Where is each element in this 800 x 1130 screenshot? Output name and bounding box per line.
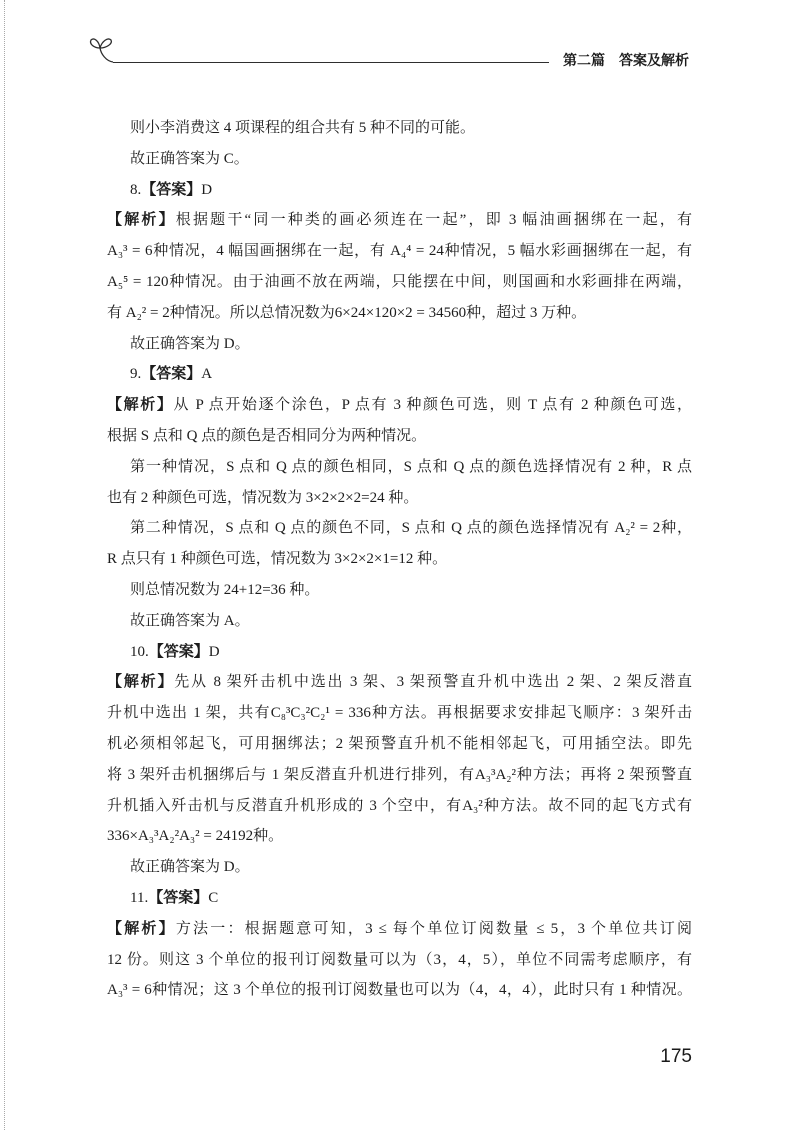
answer-label: 【答案】 <box>148 889 209 906</box>
text-line: A₅⁵ = 120种情况。由于油画不放在两端，只能摆在中间，则国画和水彩画排在两端， <box>107 273 692 290</box>
answer-label: 【答案】 <box>141 366 202 383</box>
section-title: 第二篇 答案及解析 <box>563 53 689 69</box>
analysis-text: 方法一：根据题意可知，3 ≤ 每个单位订阅数量 ≤ 5，3 个单位共订阅 <box>175 920 692 937</box>
text-line: 根据 S 点和 Q 点的颜色是否相同分为两种情况。 <box>107 427 427 444</box>
analysis-line <box>107 205 692 236</box>
text-line: 336×A₃³A₂²A₃² = 24192种。 <box>107 828 284 845</box>
binding-edge <box>4 0 5 1130</box>
answer-value: A <box>201 366 213 383</box>
analysis-label: 【解析】 <box>107 920 176 937</box>
answer-line <box>107 883 692 914</box>
analysis-label: 【解析】 <box>107 674 175 691</box>
analysis-line <box>107 914 692 945</box>
question-number: 8. <box>130 181 142 198</box>
text-line: 则总情况数为 24+12=36 种。 <box>130 581 320 598</box>
conclusion-line: 故正确答案为 D。 <box>130 335 250 352</box>
page-number: 175 <box>660 1046 692 1067</box>
text-line: 第二种情况，S 点和 Q 点的颜色不同，S 点和 Q 点的颜色选择情况有 A₂² = 2种， <box>130 520 692 537</box>
text-line: 12 份。则这 3 个单位的报刊订阅数量可以为（3，4，5），单位不同需考虑顺序，有 <box>107 951 692 968</box>
analysis-text: 根据题干“同一种类的画必须连在一起”，即 3 幅油画捆绑在一起，有 <box>175 212 692 229</box>
text-line: 升机插入歼击机与反潜直升机形成的 3 个空中，有A₃²种方法。故不同的起飞方式有 <box>107 797 692 814</box>
analysis-text: 先从 8 架歼击机中选出 3 架、3 架预警直升机中选出 2 架、2 架反潜直 <box>174 674 692 691</box>
text-line: A₃³ = 6种情况，4 幅国画捆绑在一起，有 A₄⁴ = 24种情况，5 幅水彩画捆绑在一起，有 <box>107 243 692 260</box>
answer-text <box>107 113 692 1006</box>
conclusion-line: 故正确答案为 A。 <box>130 612 250 629</box>
question-number: 9. <box>130 366 142 383</box>
conclusion-line: 故正确答案为 C。 <box>130 150 249 167</box>
conclusion-line: 故正确答案为 D。 <box>130 859 250 876</box>
sprout-icon <box>86 32 118 64</box>
answer-line <box>107 175 692 206</box>
analysis-line <box>107 667 692 698</box>
text-line: 升机中选出 1 架，共有C₈³C₃²C₂¹ = 336种方法。再根据要求安排起飞顺序：3 架歼击 <box>107 705 692 722</box>
answer-label: 【答案】 <box>141 181 202 198</box>
analysis-line <box>107 390 692 421</box>
answer-value: D <box>208 643 220 660</box>
analysis-text: 从 P 点开始逐个涂色，P 点有 3 种颜色可选，则 T 点有 2 种颜色可选， <box>173 397 692 414</box>
question-number: 10. <box>130 643 149 660</box>
answer-label: 【答案】 <box>148 643 209 660</box>
analysis-label: 【解析】 <box>107 212 176 229</box>
analysis-label: 【解析】 <box>107 397 174 414</box>
text-line: 则小李消费这 4 项课程的组合共有 5 种不同的可能。 <box>130 120 476 136</box>
text-line: 第一种情况，S 点和 Q 点的颜色相同，S 点和 Q 点的颜色选择情况有 2 种，R 点 <box>130 458 692 475</box>
text-line: 机必须相邻起飞，可用捆绑法；2 架预警直升机不能相邻起飞，可用插空法。即先 <box>107 735 692 752</box>
text-line: 也有 2 种颜色可选，情况数为 3×2×2×2=24 种。 <box>107 489 419 506</box>
text-line: 将 3 架歼击机捆绑后与 1 架反潜直升机进行排列，有A₃³A₂²种方法；再将 2 架预警直 <box>107 766 692 783</box>
answer-line <box>107 359 692 390</box>
answer-line <box>107 637 692 668</box>
text-line: R 点只有 1 种颜色可选，情况数为 3×2×2×1=12 种。 <box>107 551 448 568</box>
text-line: A₃³ = 6种情况；这 3 个单位的报刊订阅数量也可以为（4，4，4），此时只有 1 种情况。 <box>107 982 692 999</box>
answer-value: C <box>208 889 219 906</box>
text-line: 有 A₂² = 2种情况。所以总情况数为6×24×120×2 = 34560种，超过 3 万种。 <box>107 304 587 321</box>
question-number: 11. <box>130 889 149 906</box>
header-rule <box>113 62 549 63</box>
answer-value: D <box>201 181 213 198</box>
